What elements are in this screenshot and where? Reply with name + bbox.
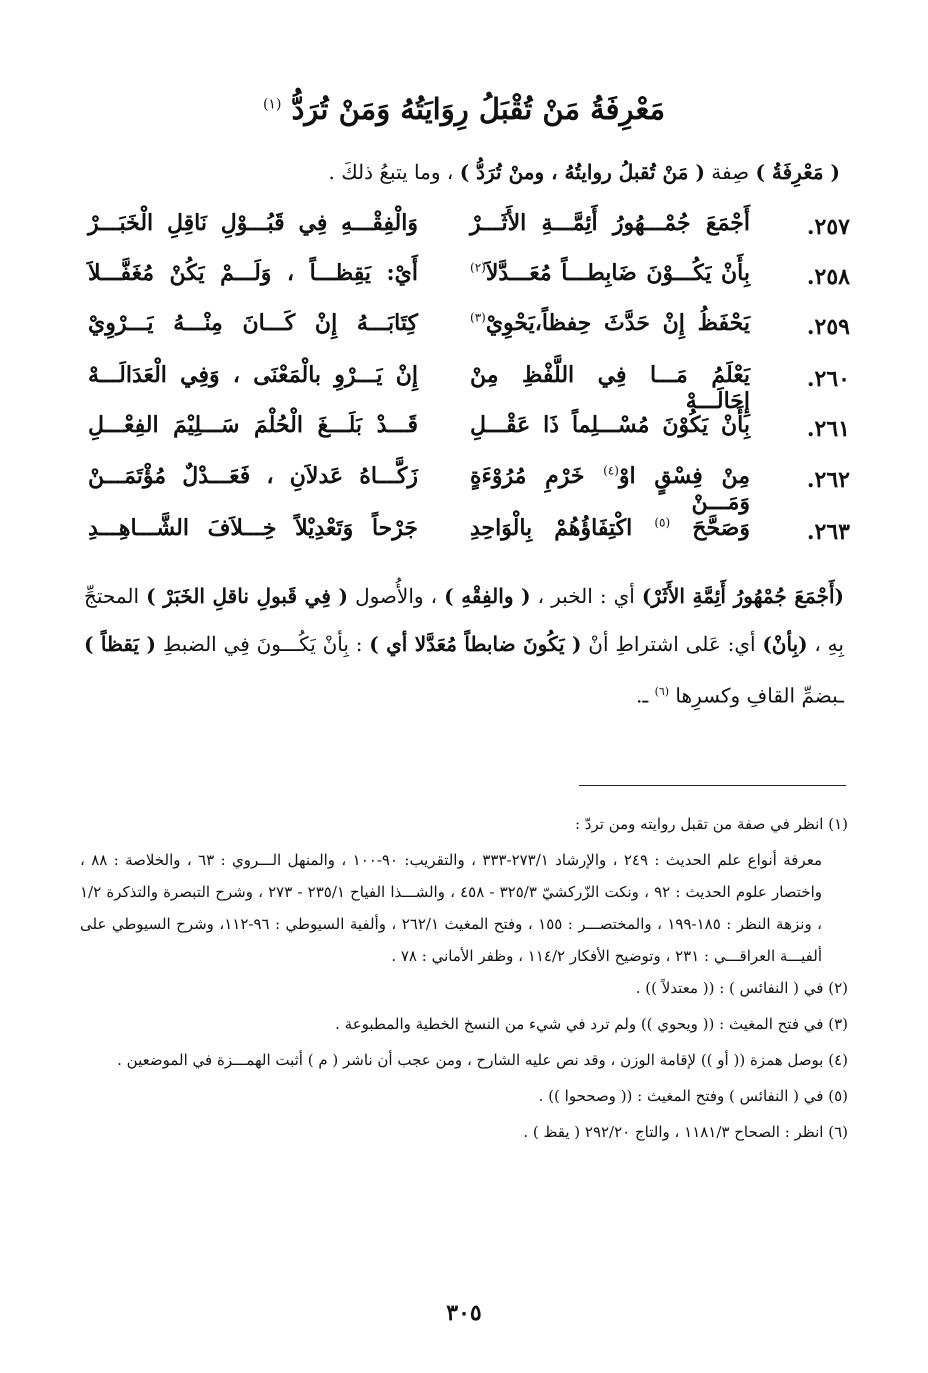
footnote-ref-3: (٣) xyxy=(470,310,486,325)
verse-261 xyxy=(88,412,850,462)
verse-260 xyxy=(88,362,850,412)
footnote-ref-2: (٢) xyxy=(470,260,486,275)
verse-second-hemistich: زَكَّـــاهُ عَدلاَنِ ، فَعَـــدْلٌ مُؤْتَمَـــنْ xyxy=(88,463,418,489)
footnote-ref-6: (٦) xyxy=(654,685,670,698)
verse-number: ٢٦٢. xyxy=(806,467,850,493)
footnotes xyxy=(80,808,848,1152)
footnote-1: (١) انظر في صفة من تقبل روايته ومن تردّ : xyxy=(574,815,848,833)
intro-text: صِفة xyxy=(704,160,756,184)
verse-first-hemistich: يَعْلَمُ مَـــا فِي اللَّفْظِ مِنْ إِحَالَـــهْ xyxy=(470,362,750,414)
verse-number: ٢٥٨. xyxy=(806,264,850,290)
verse-first-hemistich: يَحْفَظُ إِنْ حَدَّثَ حِفظاً،يَحْوِيْ$^{(٣)}$ xyxy=(470,310,750,336)
footnote-ref-5: (٥) xyxy=(654,515,671,530)
verse-257 xyxy=(88,210,850,260)
page-number: ٣٠٥ xyxy=(446,1300,482,1326)
verse-262 xyxy=(88,463,850,513)
verse-number: ٢٥٧. xyxy=(806,214,850,240)
verse-second-hemistich: أَيْ: يَقِظـــاً ، وَلَـــمْ يَكُنْ مُغَفَّـــلاَ xyxy=(88,260,418,286)
verse-second-hemistich: إِنْ يَـــرْوِ بالْمَعْنَى ، وَفِي الْعَدَالَـــهْ xyxy=(88,362,418,388)
verse-number: ٢٦٠. xyxy=(806,366,850,392)
verse-number: ٢٦١. xyxy=(806,416,850,442)
commentary-paragraph: (أَجْمَعَ جُمْهُورُ أَئِمَّةِ الأَثَرْ) أي : الخبر ، ( والفِقْهِ ) ، والأُصول ( فِي قَبولِ ناقلِ الخَبَرْ ) المحتجِّ بِهِ ، (بِأنْ) أي: عَلى اشتراطِ أنْ ( يَكُونَ ضابطاً مُعَدَّلا أي ) : بِأنْ يَكُـــونَ فِي الضبطِ ( يَقظاً ) ـبضمِّ القافِ وكسرِها $^{(٦)}$ ـ. xyxy=(84,584,844,708)
footnote-4: (٤) بوصل همزة (( أو )) لإقامة الوزن ، وقد نص عليه الشارح ، ومن عجب أن ناشر ( م ) أثبت الهمـــزة في الموضعين . xyxy=(117,1051,848,1069)
verse-259 xyxy=(88,310,850,360)
footnote-ref-4: (٤) xyxy=(603,463,619,478)
verse-number: ٢٥٩. xyxy=(806,314,850,340)
verse-258 xyxy=(88,260,850,310)
verse-second-hemistich: وَالْفِقْـــهِ فِي قَبُـــوْلِ نَاقِلِ الْخَبَـــرْ xyxy=(88,210,418,236)
intro-keyword-2: ( مَنْ تُقبلُ روايتُهُ ، ومنْ تُرَدُّ ) xyxy=(459,160,705,184)
intro-text-2: ، وما يتبعُ ذلكَ . xyxy=(328,160,460,184)
verse-first-hemistich: أَجْمَعَ جُمْـــهُورُ أَئِمَّـــةِ الأَثَـــرْ xyxy=(470,210,750,236)
verse-second-hemistich: كِتَابَـــهُ إِنْ كَـــانَ مِنْـــهُ يَـــرْوِيْ xyxy=(88,310,418,336)
verse-second-hemistich: جَرْحاً وَتَعْدِيْلاً خِـــلاَفَ الشَّـــاهِـــدِ xyxy=(88,515,418,541)
verse-first-hemistich: وَصَحَّحَ $^{(٥)}$ اكْتِفَاؤُهُمْ بِالْوَاحِدِ xyxy=(470,515,750,541)
verse-first-hemistich: بِأَنْ يَكُـــوْنَ ضَابِطـــاً مُعَـــدَّلاَ$^{(٢)}$ xyxy=(470,260,750,286)
section-title xyxy=(90,92,838,126)
section-title-text: مَعْرِفَةُ مَنْ تُقْبَلُ رِوَايَتُهُ وَمَنْ تُرَدُّ xyxy=(291,92,666,126)
footnote-3: (٣) في فتح المغيث : (( ويحوي )) ولم ترد في شيء من النسخ الخطية والمطبوعة . xyxy=(335,1015,848,1033)
footnote-2: (٢) في ( النفائس ) : (( معتدلاً )) . xyxy=(635,979,848,997)
verse-first-hemistich: بِأَنْ يَكُوْنَ مُسْـــلِماً ذَا عَقْـــلِ xyxy=(470,412,750,438)
verse-number: ٢٦٣. xyxy=(806,519,850,545)
footnote-separator xyxy=(579,785,846,786)
footnote-1-sources: معرفة أنواع علم الحديث : ٢٤٩ ، والإرشاد ٢٧٣/١-٣٣٣ ، والتقريب: ٩٠-١٠٠ ، والمنهل الـــروي : ٦٣ ، والخلاصة : ٨٨ ، واختصار علوم الحديث : ٩٢ ، ونكت الزّركشيّ ٣٢٥/٣ - ٤٥٨ ، والشـــذا الفياح ٢٣٥/١ - ٢٧٣ ، وشرح التبصرة والتذكرة ١/٢ ، ونزهة النظر : ١٨٥-١٩٩ ، والمختصـــر : ١٥٥ ، وفتح المغيث ٢٦٢/١ ، وألفية السيوطي : ٩٦-١١٢، وشرح السيوطي على ألفيـــة العراقـــي : ٢٣١ ، وتوضيح الأفكار ١١٤/٢ ، وظفر الأماني : ٧٨ . xyxy=(80,851,823,965)
verse-second-hemistich: قَـــدْ بَلَـــغَ الْحُلْمَ سَـــلِيْمَ الفِعْـــلِ xyxy=(88,412,418,438)
verse-first-hemistich: مِنْ فِسْقٍ اوْ$^{(٤)}$ خَرْمِ مُرُوْءَةٍ وَمَـــنْ xyxy=(470,463,750,515)
intro-keyword: ( مَعْرِفَةُ ) xyxy=(755,160,840,184)
intro-line xyxy=(90,160,840,184)
verse-263 xyxy=(88,515,850,565)
footnote-6: (٦) انظر : الصحاح ١١٨١/٣ ، والتاج ٢٩٢/٢٠ ( يقظ ) . xyxy=(523,1123,848,1141)
footnote-5: (٥) في ( النفائس ) وفتح المغيث : (( وصححوا )) . xyxy=(538,1087,848,1105)
footnote-ref-1: (١) xyxy=(262,96,282,113)
